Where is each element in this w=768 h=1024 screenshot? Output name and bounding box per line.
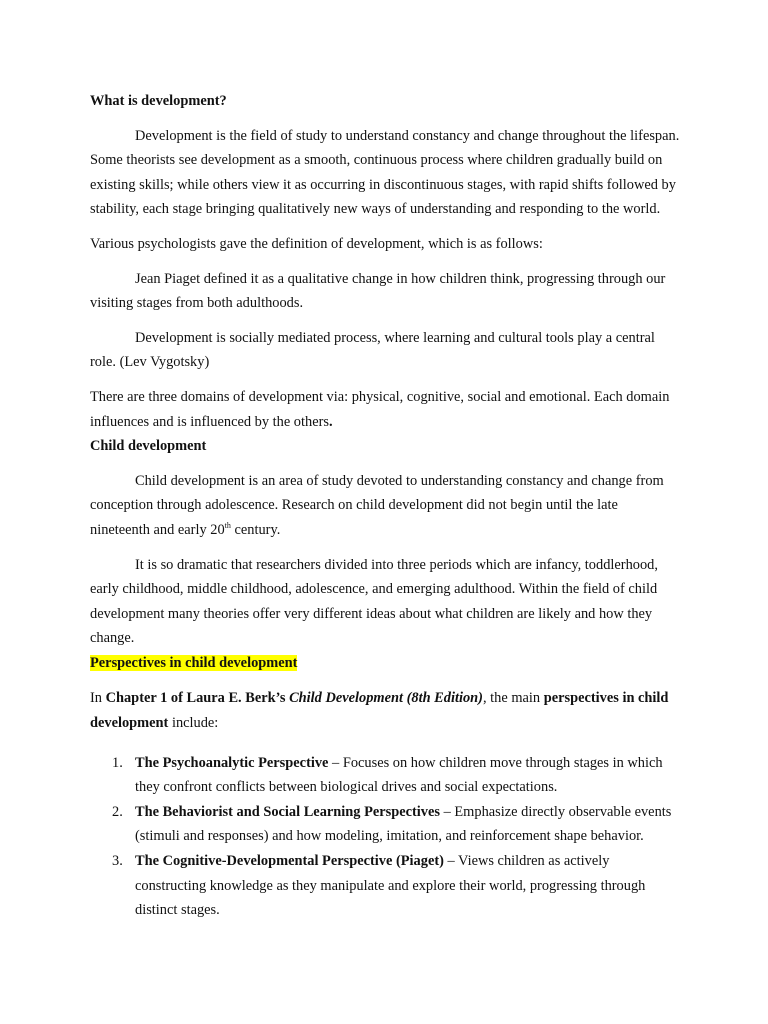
- list-number: 1.: [112, 754, 123, 771]
- paragraph-piaget: Jean Piaget defined it as a qualitative change in how children think, progressing through our visiting stages from both adulthoods.: [90, 270, 666, 312]
- highlighted-heading-text: Perspectives in child development: [90, 654, 298, 671]
- intro-bold-chapter: Chapter 1 of Laura E. Berk’s: [105, 690, 290, 707]
- domains-period: .: [328, 413, 333, 430]
- paragraph-development-definition: Development is the field of study to understand constancy and change throughout the lifespan. Some theorists see development as a smooth, continuous process where children gradually build on existing skills; while others view it as occurring in discontinuous stages, with rapid shifts followed by stability, each stage bringing qualitatively new ways of understanding and responding to the world.: [90, 127, 680, 218]
- document-body: [90, 89, 680, 923]
- heading-perspectives: [90, 651, 680, 676]
- child-dev-text: Child development is an area of study devoted to understanding constancy and change from conception through adolescence. Research on child development did not begin until the late nineteenth and early 20: [90, 472, 664, 538]
- paragraph-vygotsky: Development is socially mediated process, where learning and cultural tools play a central role. (Lev Vygotsky): [90, 329, 655, 371]
- heading-child-development: Child development: [90, 438, 207, 455]
- perspectives-list: [90, 751, 680, 923]
- list-item-title: The Cognitive-Developmental Perspective (Piaget): [135, 853, 444, 870]
- list-item-text: – Views children as actively constructing knowledge as they manipulate and explore their world, progressing through distinct stages.: [135, 853, 646, 919]
- intro-text-2: , the main: [482, 690, 544, 707]
- list-item-title: The Behaviorist and Social Learning Perspectives: [135, 803, 440, 820]
- list-number: 3.: [112, 853, 123, 870]
- list-item: [90, 849, 680, 923]
- intro-bold-perspectives: perspectives in child development: [90, 690, 669, 732]
- paragraph-psychologists-intro: Various psychologists gave the definition of development, which is as follows:: [90, 235, 543, 252]
- superscript-th: th: [224, 521, 231, 531]
- list-item-text: – Emphasize directly observable events (stimuli and responses) and how modeling, imitation, and reinforcement shape behavior.: [135, 803, 672, 845]
- paragraph-domains: [90, 385, 680, 434]
- child-dev-text-end: century.: [230, 521, 281, 538]
- intro-text-3: include:: [168, 715, 219, 732]
- paragraph-perspectives-intro: [90, 686, 680, 735]
- list-item: [90, 751, 680, 800]
- list-item: [90, 800, 680, 849]
- intro-text-1: In: [90, 690, 106, 707]
- intro-book-title: Child Development (8th Edition): [289, 690, 483, 707]
- domains-text: There are three domains of development via: physical, cognitive, social and emotional. Each domain influences and is influenced by the others: [90, 388, 670, 430]
- list-item-text: – Focuses on how children move through stages in which they confront conflicts between biological drives and social expectations.: [135, 754, 663, 796]
- heading-what-is-development: What is development?: [90, 93, 227, 109]
- paragraph-child-development-definition: [90, 469, 680, 543]
- list-item-title: The Psychoanalytic Perspective: [135, 754, 329, 771]
- paragraph-periods: It is so dramatic that researchers divided into three periods which are infancy, toddlerhood, early childhood, middle childhood, adolescence, and emerging adulthood. Within the field of child development many theories offer very different ideas about what children are likely and how they change.: [90, 556, 658, 647]
- list-number: 2.: [112, 803, 123, 820]
